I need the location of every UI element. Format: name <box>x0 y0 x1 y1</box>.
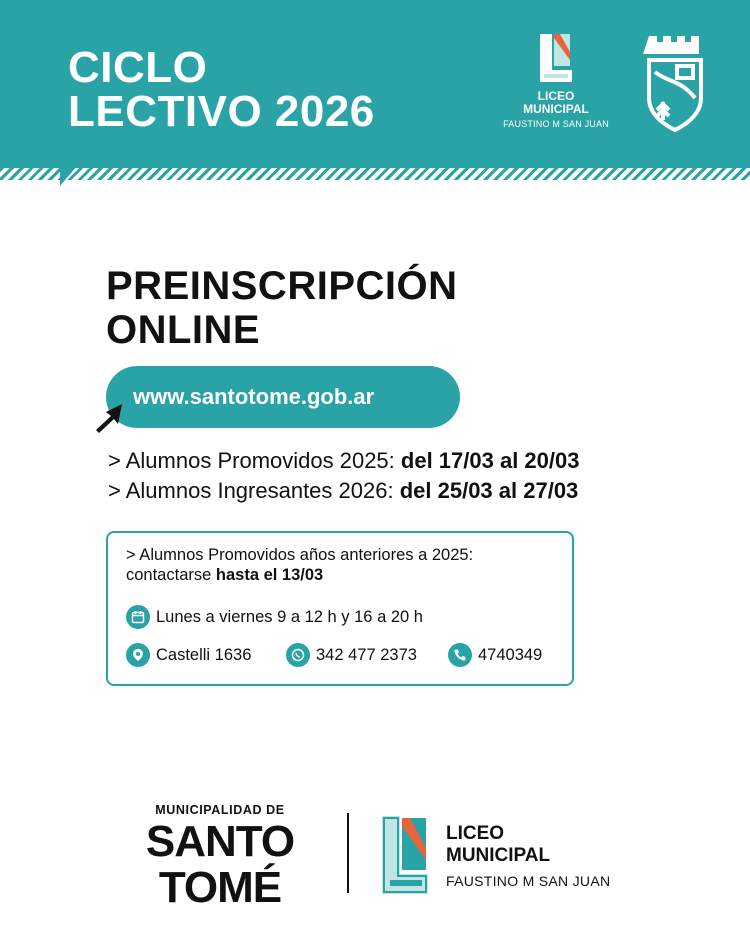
speech-bubble-tail <box>60 160 82 186</box>
page-title <box>68 43 375 136</box>
date-row-promovidos <box>108 446 579 476</box>
date-row-ingresantes <box>108 476 579 506</box>
municipalidad-logo <box>130 803 310 912</box>
office-hours <box>126 605 423 629</box>
header-hatch-border <box>0 168 750 180</box>
liceo-footer-name-1: LICEO <box>446 823 505 844</box>
preinscription-title <box>106 264 458 352</box>
date-row-range: del 17/03 al 20/03 <box>400 448 580 473</box>
header-banner <box>0 0 750 168</box>
footer-divider <box>347 813 349 893</box>
liceo-header-name-2: MUNICIPAL <box>523 102 589 116</box>
contact-info-box <box>106 531 574 686</box>
notice-line-2 <box>126 565 473 585</box>
notice-line-1: > Alumnos Promovidos años anteriores a 2025: <box>126 546 474 564</box>
phone-icon <box>448 643 472 667</box>
liceo-footer-subtitle: FAUSTINO M SAN JUAN <box>446 873 611 889</box>
title-line-2: LECTIVO 2026 <box>68 87 375 136</box>
muni-label: MUNICIPALIDAD DE <box>155 803 285 817</box>
date-row-label: > Alumnos Ingresantes 2026: <box>108 478 394 503</box>
website-url[interactable]: www.santotome.gob.ar <box>133 384 375 409</box>
mouse-cursor-icon <box>92 402 126 436</box>
liceo-header-subtitle: FAUSTINO M SAN JUAN <box>503 119 609 129</box>
liceo-mark-icon <box>536 30 576 86</box>
liceo-mark-footer-icon <box>378 812 434 900</box>
enrollment-dates <box>108 446 579 506</box>
notice-deadline: hasta el 13/03 <box>215 566 324 584</box>
whatsapp-number[interactable]: 342 477 2373 <box>316 645 417 664</box>
date-row-label: > Alumnos Promovidos 2025: <box>108 448 395 473</box>
preinscription-title-line-1: PREINSCRIPCIÓN <box>106 264 458 308</box>
phone-contact[interactable] <box>448 643 542 667</box>
muni-name-line-1: SANTO <box>145 817 295 866</box>
calendar-icon <box>126 605 150 629</box>
date-row-range: del 25/03 al 27/03 <box>399 478 579 503</box>
santo-tome-crest-icon <box>643 32 707 134</box>
address <box>126 643 251 667</box>
liceo-footer-text <box>446 823 610 889</box>
whatsapp-contact[interactable] <box>286 643 417 667</box>
previous-years-notice <box>126 545 473 585</box>
location-pin-icon <box>126 643 150 667</box>
liceo-footer-name-2: MUNICIPAL <box>446 845 551 866</box>
website-link-pill[interactable] <box>106 366 460 428</box>
notice-line-2-prefix: contactarse <box>126 566 212 584</box>
address-text: Castelli 1636 <box>156 645 252 664</box>
liceo-header-name-1: LICEO <box>537 89 575 103</box>
office-hours-text: Lunes a viernes 9 a 12 h y 16 a 20 h <box>156 607 423 626</box>
preinscription-title-line-2: ONLINE <box>106 308 261 352</box>
muni-name-line-2: TOMÉ <box>158 863 282 912</box>
liceo-logo-header <box>494 30 618 130</box>
title-line-1: CICLO <box>68 43 208 92</box>
phone-number[interactable]: 4740349 <box>478 645 543 664</box>
whatsapp-icon <box>286 643 310 667</box>
